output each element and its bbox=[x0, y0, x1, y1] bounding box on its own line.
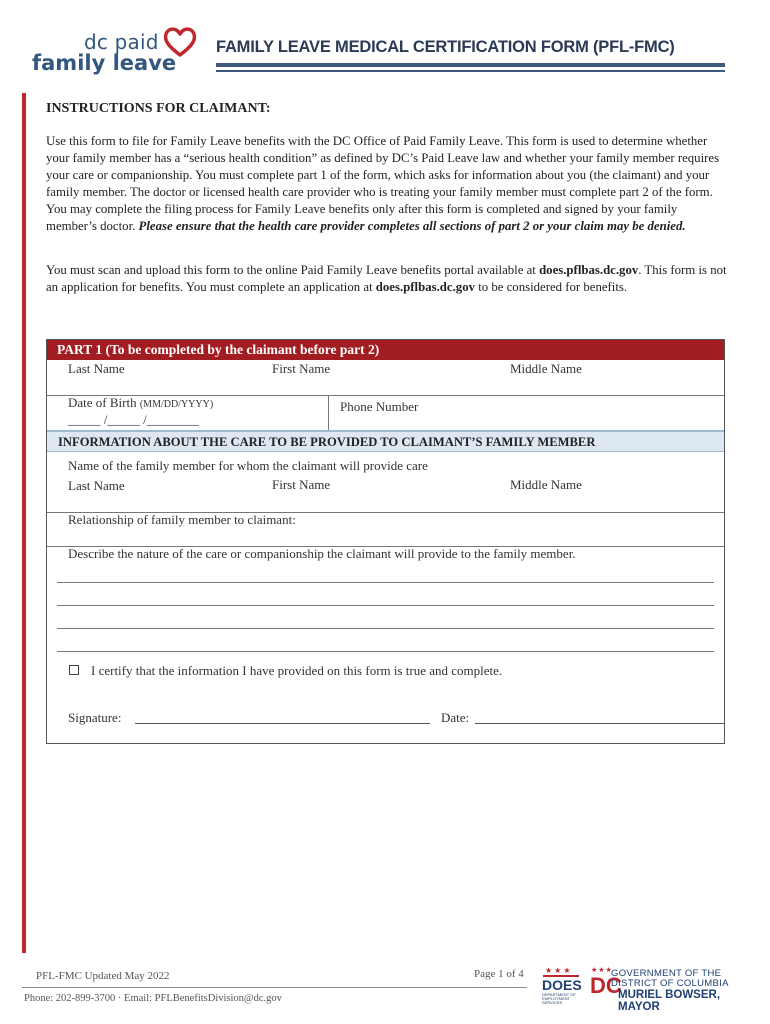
instructions-p1-text: Use this form to file for Family Leave benefits with the DC Office of Paid Family Leave. This form is used to determine whether your family member has a “serious health condition” as defined by DC’s Paid Leave law and whether your family member requires your care or companionship. You must complete part 1 of the form, which asks for information about you (the claimant) and your family member. The doctor or licensed health care provider who is treating your family member must complete part 2 of the form. You may complete the filing process for Family Leave benefits only after this form is completed and signed by your family member’s doctor. bbox=[46, 134, 720, 233]
does-logo bbox=[541, 966, 583, 1004]
gov-logo-line-1: GOVERNMENT OF THE bbox=[611, 968, 722, 979]
dob-format: (MM/DD/YYYY) bbox=[139, 399, 214, 410]
dob-field[interactable]: _____ /_____ /________ bbox=[68, 412, 199, 427]
gov-logo-mayor: MURIEL BOWSER, MAYOR bbox=[618, 989, 721, 1013]
does-logo-subtitle: DEPARTMENT OF EMPLOYMENT SERVICES bbox=[542, 992, 576, 1005]
flag-stars-icon: ★★★ bbox=[591, 966, 613, 974]
instructions-p1-emphasis: Please ensure that the health care provider completes all sections of part 2 or your claim may be denied. bbox=[138, 219, 686, 233]
gov-logo-dc: DC bbox=[590, 973, 622, 998]
relationship-label: Relationship of family member to claimant: bbox=[68, 512, 296, 527]
instructions-heading: INSTRUCTIONS FOR CLAIMANT: bbox=[46, 101, 271, 116]
family-first-name-label: First Name bbox=[272, 477, 331, 492]
part1-header bbox=[47, 340, 724, 360]
dc-paid-family-leave-logo bbox=[32, 26, 202, 78]
does-logo-text: DOES bbox=[542, 977, 582, 993]
portal-link-2[interactable]: does.pflbas.dc.gov bbox=[375, 280, 475, 294]
care-info-title: INFORMATION ABOUT THE CARE TO BE PROVIDED TO CLAIMANT’S FAMILY MEMBER bbox=[58, 435, 596, 449]
part1-title: PART 1 (To be completed by the claimant before part 2) bbox=[57, 342, 380, 357]
page-number: Page 1 of 4 bbox=[474, 968, 524, 980]
gov-logo-line-2: DISTRICT OF COLUMBIA bbox=[611, 978, 729, 989]
describe-care-label: Describe the nature of the care or companionship the claimant will provide to the family member. bbox=[68, 546, 576, 561]
family-member-label: Name of the family member for whom the claimant will provide care bbox=[68, 458, 428, 473]
signature-label: Signature: bbox=[68, 710, 122, 725]
signature-line[interactable] bbox=[135, 723, 430, 724]
claimant-last-name-label: Last Name bbox=[68, 361, 125, 376]
describe-line[interactable] bbox=[57, 582, 714, 583]
care-info-header bbox=[47, 430, 724, 452]
dob-phone-divider bbox=[328, 395, 329, 430]
instructions-p2-c: to be considered for benefits. bbox=[475, 280, 628, 294]
date-label: Date: bbox=[441, 710, 470, 725]
logo-top-text: dc paid bbox=[84, 30, 159, 54]
portal-link-1[interactable]: does.pflbas.dc.gov bbox=[539, 263, 639, 277]
claimant-middle-name-label: Middle Name bbox=[510, 361, 582, 376]
instructions-paragraph-1 bbox=[46, 133, 730, 235]
describe-line[interactable] bbox=[57, 605, 714, 606]
form-version: PFL-FMC Updated May 2022 bbox=[36, 970, 170, 982]
claimant-first-name-label: First Name bbox=[272, 361, 331, 376]
title-rule-thin bbox=[216, 70, 725, 72]
form-title: FAMILY LEAVE MEDICAL CERTIFICATION FORM (PFL-FMC) bbox=[216, 38, 675, 56]
dob-label-text: Date of Birth bbox=[68, 395, 137, 410]
certify-label: I certify that the information I have provided on this form is true and complete. bbox=[91, 663, 503, 678]
instructions-p2-b: . This form is not an application for benefits. You must complete an application at bbox=[46, 263, 727, 294]
footer-rule bbox=[22, 987, 527, 988]
dob-label bbox=[68, 395, 213, 411]
phone-number-label: Phone Number bbox=[340, 399, 419, 414]
star-icon: ★★★ bbox=[545, 966, 573, 975]
instructions-p2-a: You must scan and upload this form to the online Paid Family Leave benefits portal available at bbox=[46, 263, 540, 277]
left-accent-bar bbox=[22, 93, 26, 953]
certify-checkbox[interactable] bbox=[69, 665, 79, 675]
logo-bottom-text: family leave bbox=[32, 51, 177, 75]
describe-line[interactable] bbox=[57, 651, 714, 652]
heart-icon bbox=[162, 26, 198, 58]
dc-government-logo bbox=[590, 966, 751, 1013]
family-last-name-label: Last Name bbox=[68, 478, 125, 493]
title-rule-thick bbox=[216, 63, 725, 67]
family-middle-name-label: Middle Name bbox=[510, 477, 582, 492]
date-line[interactable] bbox=[475, 723, 724, 724]
instructions-paragraph-2 bbox=[46, 262, 730, 296]
contact-info: Phone: 202-899-3700 · Email: PFLBenefitsDivision@dc.gov bbox=[24, 993, 282, 1004]
claimant-form bbox=[46, 339, 725, 744]
describe-line[interactable] bbox=[57, 628, 714, 629]
